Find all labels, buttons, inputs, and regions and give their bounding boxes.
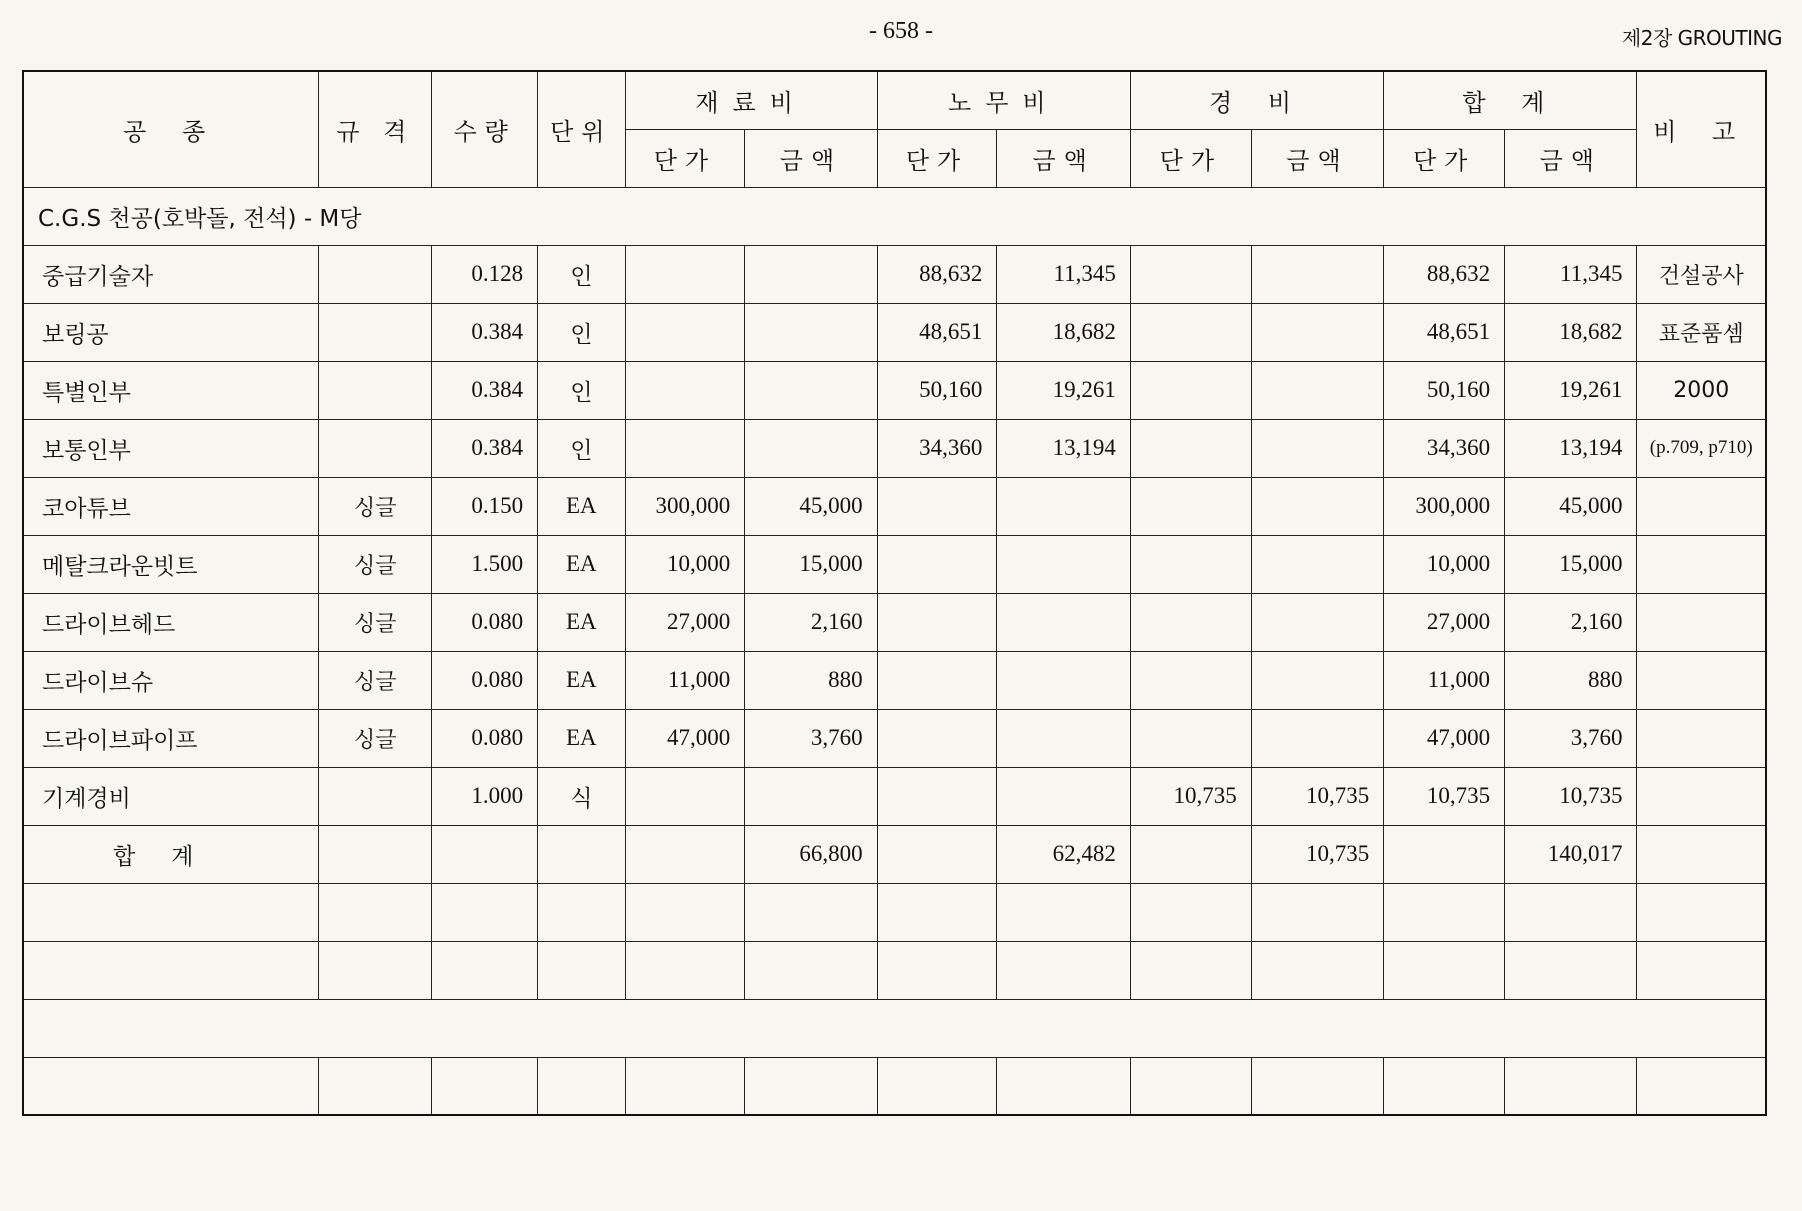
- remark-cell: [1637, 825, 1766, 883]
- empty-cell: [745, 883, 877, 941]
- expense-unit-price-cell: [1130, 593, 1251, 651]
- empty-cell: [23, 883, 319, 941]
- table-row: [23, 709, 1766, 767]
- table-row: [23, 535, 1766, 593]
- empty-cell: [1251, 883, 1383, 941]
- labor-unit-price-cell: 48,651: [877, 303, 997, 361]
- material-amount-cell: [745, 245, 877, 303]
- remark-cell: [1637, 651, 1766, 709]
- expense-amount-total: 10,735: [1251, 825, 1383, 883]
- quantity-cell: 0.384: [432, 361, 538, 419]
- material-unit-price-cell: [625, 419, 745, 477]
- empty-cell: [745, 941, 877, 999]
- item-name: 드라이브파이프: [23, 709, 319, 767]
- total-unit-price-cell: 300,000: [1384, 477, 1505, 535]
- empty-cell: [1384, 1057, 1505, 1115]
- total-amount-cell: 3,760: [1505, 709, 1637, 767]
- empty-row: [23, 1057, 1766, 1115]
- header-unit: 단위: [538, 71, 625, 187]
- empty-cell: [538, 941, 625, 999]
- unit-cell: EA: [538, 593, 625, 651]
- labor-amount-cell: [997, 651, 1131, 709]
- section-row: [23, 187, 1766, 245]
- empty-row: [23, 941, 1766, 999]
- header-expense-unit-price: 단가: [1130, 129, 1251, 187]
- material-unit-price-cell: [625, 361, 745, 419]
- quantity-cell: 1.500: [432, 535, 538, 593]
- quantity-cell: 0.128: [432, 245, 538, 303]
- total-amount-cell: 15,000: [1505, 535, 1637, 593]
- quantity-cell: 0.384: [432, 303, 538, 361]
- grand-total-amount: 140,017: [1505, 825, 1637, 883]
- labor-amount-cell: [997, 709, 1131, 767]
- spec-cell: [319, 767, 432, 825]
- total-unit-price-cell: 47,000: [1384, 709, 1505, 767]
- material-amount-cell: 2,160: [745, 593, 877, 651]
- header-labor: 노무비: [877, 71, 1130, 129]
- item-name: 코아튜브: [23, 477, 319, 535]
- empty-cell: [1637, 1057, 1766, 1115]
- empty-cell: [432, 1057, 538, 1115]
- expense-amount-cell: [1251, 477, 1383, 535]
- expense-amount-cell: [1251, 419, 1383, 477]
- labor-amount-cell: 11,345: [997, 245, 1131, 303]
- expense-amount-cell: [1251, 651, 1383, 709]
- material-unit-price-cell: [625, 825, 745, 883]
- material-unit-price-cell: 47,000: [625, 709, 745, 767]
- total-amount-cell: 11,345: [1505, 245, 1637, 303]
- total-row: [23, 825, 1766, 883]
- item-name: 보통인부: [23, 419, 319, 477]
- header-expense: 경 비: [1130, 71, 1383, 129]
- expense-unit-price-cell: [1130, 709, 1251, 767]
- labor-unit-price-cell: [877, 709, 997, 767]
- remark-cell: [1637, 477, 1766, 535]
- total-unit-price-cell: 11,000: [1384, 651, 1505, 709]
- total-amount-cell: 18,682: [1505, 303, 1637, 361]
- empty-cell: [1637, 941, 1766, 999]
- labor-amount-total: 62,482: [997, 825, 1131, 883]
- quantity-cell: 1.000: [432, 767, 538, 825]
- labor-unit-price-cell: 88,632: [877, 245, 997, 303]
- empty-cell: [1251, 941, 1383, 999]
- material-amount-cell: 880: [745, 651, 877, 709]
- total-amount-cell: 10,735: [1505, 767, 1637, 825]
- table-row: [23, 767, 1766, 825]
- unit-cell: 인: [538, 419, 625, 477]
- empty-cell: [1384, 941, 1505, 999]
- expense-unit-price-cell: 10,735: [1130, 767, 1251, 825]
- labor-amount-cell: 19,261: [997, 361, 1131, 419]
- labor-amount-cell: [997, 477, 1131, 535]
- remark-cell: 건설공사: [1637, 245, 1766, 303]
- total-label: 합계: [23, 825, 319, 883]
- spec-cell: 싱글: [319, 535, 432, 593]
- item-name: 드라이브슈: [23, 651, 319, 709]
- item-name: 기계경비: [23, 767, 319, 825]
- remark-cell: 표준품셈: [1637, 303, 1766, 361]
- expense-unit-price-cell: [1130, 245, 1251, 303]
- empty-cell: [997, 941, 1131, 999]
- remark-cell: [1637, 535, 1766, 593]
- header-labor-amount: 금액: [997, 129, 1131, 187]
- item-name: 중급기술자: [23, 245, 319, 303]
- expense-amount-cell: [1251, 303, 1383, 361]
- spec-cell: [319, 303, 432, 361]
- remark-cell: (p.709, p710): [1637, 419, 1766, 477]
- header-remark: 비 고: [1637, 71, 1766, 187]
- spec-cell: [319, 361, 432, 419]
- expense-unit-price-cell: [1130, 419, 1251, 477]
- unit-cell: EA: [538, 709, 625, 767]
- header-material: 재료비: [625, 71, 877, 129]
- header-total: 합 계: [1384, 71, 1637, 129]
- labor-unit-price-cell: [877, 767, 997, 825]
- empty-cell: [23, 1057, 319, 1115]
- header-item: 공 종: [23, 71, 319, 187]
- unit-cell: 식: [538, 767, 625, 825]
- material-amount-cell: 45,000: [745, 477, 877, 535]
- empty-cell: [23, 941, 319, 999]
- empty-cell: [877, 941, 997, 999]
- remark-cell: [1637, 767, 1766, 825]
- empty-cell: [625, 941, 745, 999]
- spec-cell: 싱글: [319, 477, 432, 535]
- material-unit-price-cell: 10,000: [625, 535, 745, 593]
- labor-amount-cell: 13,194: [997, 419, 1131, 477]
- material-unit-price-cell: [625, 303, 745, 361]
- labor-unit-price-cell: [877, 651, 997, 709]
- cost-table: [22, 70, 1767, 1116]
- labor-amount-cell: [997, 767, 1131, 825]
- total-amount-cell: 13,194: [1505, 419, 1637, 477]
- empty-cell: [23, 999, 1766, 1057]
- material-amount-cell: [745, 767, 877, 825]
- total-unit-price-cell: 34,360: [1384, 419, 1505, 477]
- empty-cell: [1505, 883, 1637, 941]
- spec-cell: 싱글: [319, 709, 432, 767]
- empty-cell: [1505, 941, 1637, 999]
- unit-cell: EA: [538, 535, 625, 593]
- empty-cell: [538, 1057, 625, 1115]
- header-spec: 규 격: [319, 71, 432, 187]
- total-unit-price-cell: 10,735: [1384, 767, 1505, 825]
- expense-amount-cell: [1251, 593, 1383, 651]
- expense-amount-cell: [1251, 361, 1383, 419]
- total-unit-price-cell: [1384, 825, 1505, 883]
- remark-cell: 2000: [1637, 361, 1766, 419]
- total-unit-price-cell: 50,160: [1384, 361, 1505, 419]
- empty-row: [23, 999, 1766, 1057]
- expense-unit-price-cell: [1130, 303, 1251, 361]
- labor-unit-price-cell: [877, 535, 997, 593]
- expense-unit-price-cell: [1130, 535, 1251, 593]
- expense-unit-price-cell: [1130, 361, 1251, 419]
- section-title: C.G.S 천공(호박돌, 전석) - M당: [23, 187, 1766, 245]
- empty-cell: [1130, 1057, 1251, 1115]
- total-unit-price-cell: 10,000: [1384, 535, 1505, 593]
- header-material-amount: 금액: [745, 129, 877, 187]
- quantity-cell: 0.080: [432, 651, 538, 709]
- unit-cell: EA: [538, 477, 625, 535]
- empty-cell: [432, 883, 538, 941]
- unit-cell: 인: [538, 245, 625, 303]
- page-number: - 658 -: [869, 18, 933, 44]
- total-unit-price-cell: 88,632: [1384, 245, 1505, 303]
- spec-cell: [319, 825, 432, 883]
- material-amount-total: 66,800: [745, 825, 877, 883]
- quantity-cell: [432, 825, 538, 883]
- header-total-amount: 금액: [1505, 129, 1637, 187]
- header-labor-unit-price: 단가: [877, 129, 997, 187]
- table-row: [23, 245, 1766, 303]
- empty-cell: [432, 941, 538, 999]
- labor-unit-price-cell: [877, 825, 997, 883]
- empty-cell: [1637, 883, 1766, 941]
- labor-amount-cell: [997, 535, 1131, 593]
- empty-cell: [538, 883, 625, 941]
- labor-unit-price-cell: [877, 593, 997, 651]
- header-expense-amount: 금액: [1251, 129, 1383, 187]
- total-unit-price-cell: 48,651: [1384, 303, 1505, 361]
- empty-cell: [877, 1057, 997, 1115]
- quantity-cell: 0.080: [432, 709, 538, 767]
- empty-cell: [319, 1057, 432, 1115]
- header-qty: 수량: [432, 71, 538, 187]
- unit-cell: 인: [538, 303, 625, 361]
- table-row: [23, 361, 1766, 419]
- expense-amount-cell: [1251, 709, 1383, 767]
- unit-cell: EA: [538, 651, 625, 709]
- expense-amount-cell: [1251, 245, 1383, 303]
- empty-cell: [997, 1057, 1131, 1115]
- item-name: 보링공: [23, 303, 319, 361]
- spec-cell: 싱글: [319, 593, 432, 651]
- empty-cell: [1251, 1057, 1383, 1115]
- material-unit-price-cell: 11,000: [625, 651, 745, 709]
- unit-cell: [538, 825, 625, 883]
- total-amount-cell: 880: [1505, 651, 1637, 709]
- material-amount-cell: 15,000: [745, 535, 877, 593]
- material-unit-price-cell: 300,000: [625, 477, 745, 535]
- empty-row: [23, 883, 1766, 941]
- empty-cell: [1130, 941, 1251, 999]
- expense-unit-price-cell: [1130, 651, 1251, 709]
- header-row-1: [23, 71, 1766, 129]
- empty-cell: [625, 1057, 745, 1115]
- material-amount-cell: [745, 361, 877, 419]
- empty-cell: [1130, 883, 1251, 941]
- total-unit-price-cell: 27,000: [1384, 593, 1505, 651]
- expense-amount-cell: 10,735: [1251, 767, 1383, 825]
- spec-cell: 싱글: [319, 651, 432, 709]
- expense-unit-price-cell: [1130, 825, 1251, 883]
- quantity-cell: 0.384: [432, 419, 538, 477]
- quantity-cell: 0.080: [432, 593, 538, 651]
- remark-cell: [1637, 709, 1766, 767]
- labor-unit-price-cell: 34,360: [877, 419, 997, 477]
- header-total-unit-price: 단가: [1384, 129, 1505, 187]
- material-amount-cell: [745, 303, 877, 361]
- labor-unit-price-cell: 50,160: [877, 361, 997, 419]
- total-amount-cell: 45,000: [1505, 477, 1637, 535]
- item-name: 드라이브헤드: [23, 593, 319, 651]
- material-amount-cell: [745, 419, 877, 477]
- empty-cell: [1384, 883, 1505, 941]
- expense-unit-price-cell: [1130, 477, 1251, 535]
- total-amount-cell: 19,261: [1505, 361, 1637, 419]
- empty-cell: [319, 883, 432, 941]
- empty-cell: [997, 883, 1131, 941]
- labor-amount-cell: [997, 593, 1131, 651]
- empty-cell: [745, 1057, 877, 1115]
- total-amount-cell: 2,160: [1505, 593, 1637, 651]
- material-unit-price-cell: 27,000: [625, 593, 745, 651]
- table-row: [23, 303, 1766, 361]
- labor-unit-price-cell: [877, 477, 997, 535]
- header-material-unit-price: 단가: [625, 129, 745, 187]
- material-amount-cell: 3,760: [745, 709, 877, 767]
- material-unit-price-cell: [625, 767, 745, 825]
- empty-cell: [625, 883, 745, 941]
- item-name: 특별인부: [23, 361, 319, 419]
- table-row: [23, 593, 1766, 651]
- material-unit-price-cell: [625, 245, 745, 303]
- item-name: 메탈크라운빗트: [23, 535, 319, 593]
- labor-amount-cell: 18,682: [997, 303, 1131, 361]
- quantity-cell: 0.150: [432, 477, 538, 535]
- chapter-title: 제2장 GROUTING: [1621, 26, 1782, 50]
- unit-cell: 인: [538, 361, 625, 419]
- empty-cell: [877, 883, 997, 941]
- table-row: [23, 651, 1766, 709]
- spec-cell: [319, 419, 432, 477]
- remark-cell: [1637, 593, 1766, 651]
- table-row: [23, 419, 1766, 477]
- empty-cell: [1505, 1057, 1637, 1115]
- spec-cell: [319, 245, 432, 303]
- empty-cell: [319, 941, 432, 999]
- table-row: [23, 477, 1766, 535]
- expense-amount-cell: [1251, 535, 1383, 593]
